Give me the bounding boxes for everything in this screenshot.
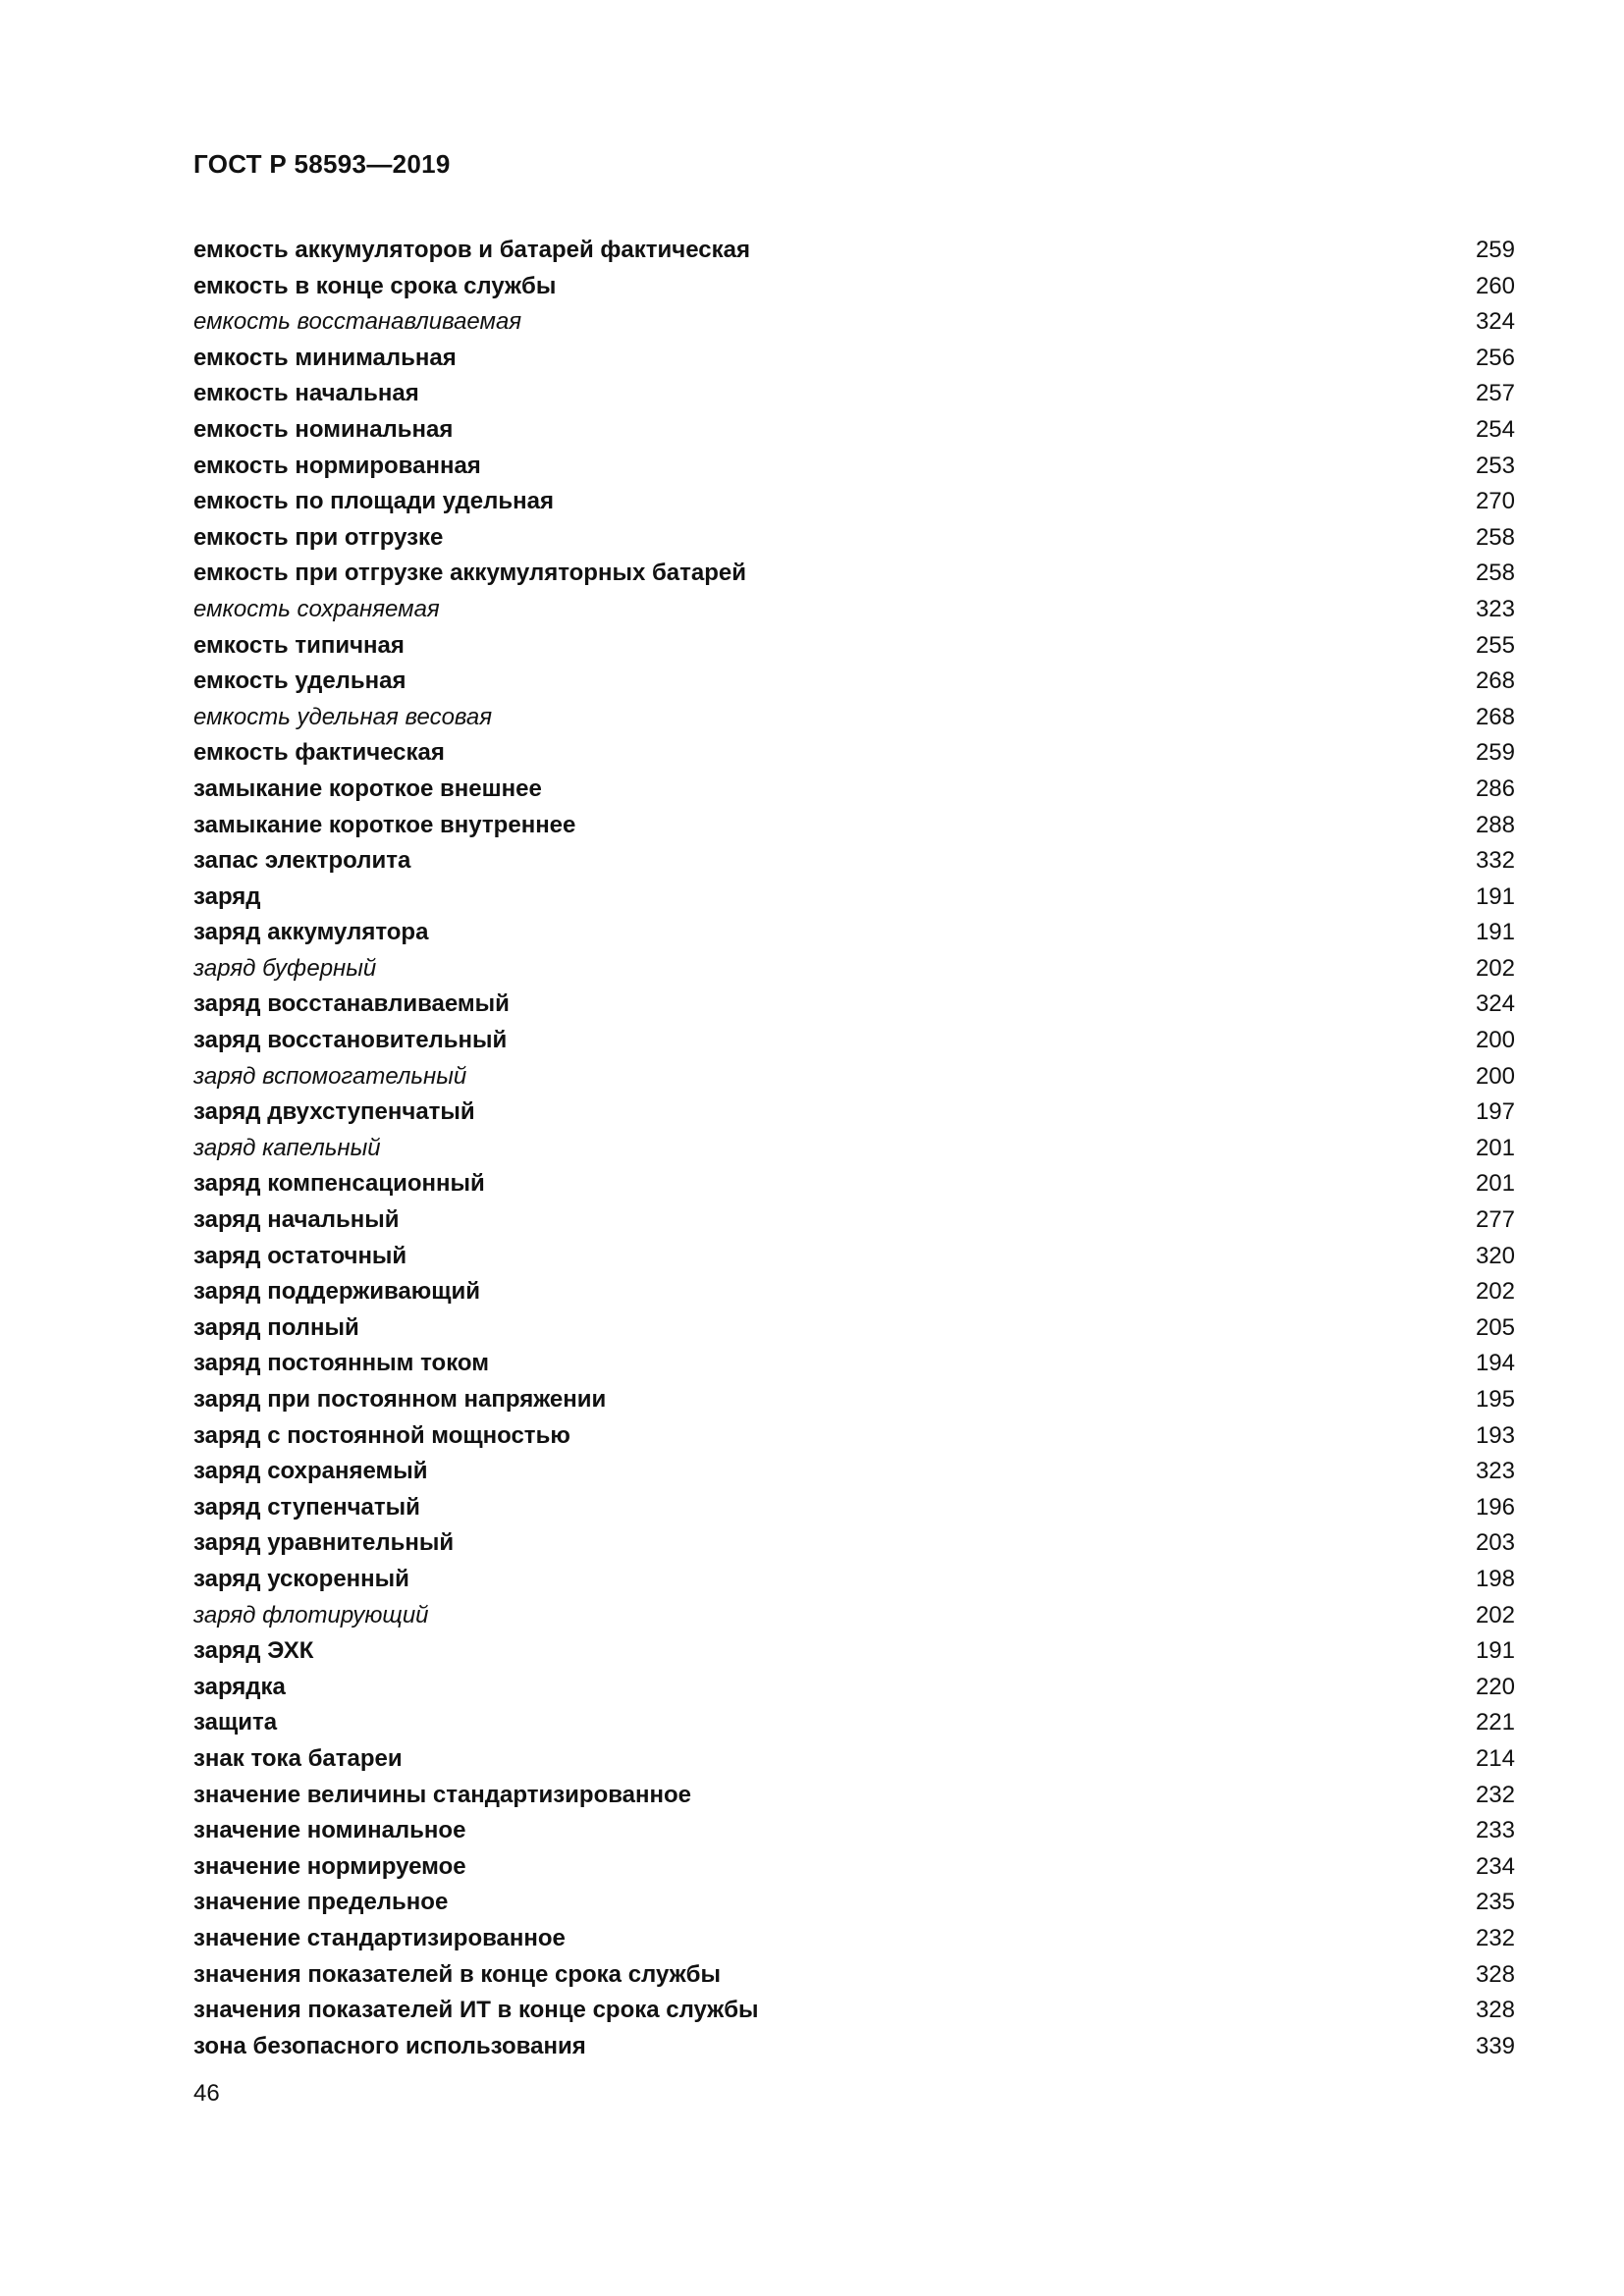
index-entry <box>193 1239 1515 1275</box>
index-entry <box>193 233 1515 269</box>
index-entry <box>193 484 1515 520</box>
index-page-ref: 191 <box>1475 1637 1515 1665</box>
index-entry <box>193 376 1515 412</box>
index-page-ref: 260 <box>1475 272 1515 299</box>
index-entry <box>193 1670 1515 1706</box>
index-entry <box>193 664 1515 700</box>
index-term: знак тока батареи <box>193 1744 403 1772</box>
index-entry <box>193 1562 1515 1598</box>
index-page-ref: 288 <box>1475 811 1515 838</box>
index-page-ref: 191 <box>1475 882 1515 910</box>
index-term: значение стандартизированное <box>193 1924 566 1951</box>
index-term: емкость сохраняемая <box>193 595 440 622</box>
index-page-ref: 205 <box>1475 1313 1515 1341</box>
index-term: заряд буферный <box>193 954 377 982</box>
index-term: значение предельное <box>193 1889 449 1916</box>
index-page-ref: 323 <box>1475 1458 1515 1485</box>
index-entry <box>193 1095 1515 1131</box>
index-page-ref: 254 <box>1475 415 1515 443</box>
index-entry <box>193 772 1515 808</box>
index-page-ref: 320 <box>1475 1242 1515 1269</box>
index-page-ref: 323 <box>1475 595 1515 622</box>
index-entry <box>193 2029 1515 2065</box>
index-page-ref: 202 <box>1475 1601 1515 1629</box>
index-page-ref: 202 <box>1475 1278 1515 1306</box>
index-entry <box>193 1741 1515 1778</box>
index-page-ref: 258 <box>1475 560 1515 587</box>
index-term: замыкание короткое внутреннее <box>193 811 576 838</box>
index-page-ref: 268 <box>1475 667 1515 695</box>
index-page-ref: 200 <box>1475 1027 1515 1054</box>
index-term: заряд флотирующий <box>193 1601 429 1629</box>
index-term: заряд при постоянном напряжении <box>193 1386 607 1413</box>
index-term: емкость по площади удельная <box>193 488 554 515</box>
index-entry <box>193 1059 1515 1095</box>
index-page-ref: 324 <box>1475 990 1515 1018</box>
index-page-ref: 324 <box>1475 308 1515 336</box>
page-number: 46 <box>193 2080 220 2107</box>
index-entry <box>193 1166 1515 1202</box>
index-entry <box>193 1490 1515 1526</box>
index-term: заряд <box>193 882 261 910</box>
index-entry <box>193 1921 1515 1957</box>
index-entry <box>193 700 1515 736</box>
index-page-ref: 214 <box>1475 1744 1515 1772</box>
index-term: значения показателей в конце срока службы <box>193 1960 721 1988</box>
index-page-ref: 234 <box>1475 1852 1515 1880</box>
index-term: значение величины стандартизированное <box>193 1781 692 1808</box>
index-term: емкость номинальная <box>193 415 454 443</box>
index-entry <box>193 1993 1515 2029</box>
index-entry <box>193 628 1515 665</box>
index-page-ref: 339 <box>1475 2032 1515 2059</box>
index-entry <box>193 1418 1515 1455</box>
index-entry <box>193 304 1515 341</box>
index-term: заряд восстановительный <box>193 1027 508 1054</box>
index-page-ref: 191 <box>1475 919 1515 946</box>
index-entry <box>193 269 1515 305</box>
index-entry <box>193 735 1515 772</box>
index-entry <box>193 1813 1515 1849</box>
index-page-ref: 203 <box>1475 1529 1515 1557</box>
index-entry <box>193 1023 1515 1059</box>
index-term: значения показателей ИТ в конце срока службы <box>193 1997 759 2024</box>
index-page-ref: 221 <box>1475 1709 1515 1736</box>
index-term: емкость типичная <box>193 631 405 659</box>
index-term: емкость в конце срока службы <box>193 272 557 299</box>
index-term: заряд уравнительный <box>193 1529 455 1557</box>
index-page-ref: 270 <box>1475 488 1515 515</box>
index-term: зона безопасного использования <box>193 2032 586 2059</box>
index-entry <box>193 1885 1515 1921</box>
index-entry <box>193 987 1515 1023</box>
index-page-ref: 201 <box>1475 1170 1515 1198</box>
index-term: заряд вспомогательный <box>193 1062 467 1090</box>
index-entry <box>193 449 1515 485</box>
index-entry <box>193 1346 1515 1382</box>
index-page-ref: 196 <box>1475 1493 1515 1521</box>
index-page-ref: 253 <box>1475 452 1515 479</box>
index-term: заряд восстанавливаемый <box>193 990 510 1018</box>
index-term: запас электролита <box>193 847 411 875</box>
index-term: замыкание короткое внешнее <box>193 774 542 802</box>
index-term: заряд ступенчатый <box>193 1493 420 1521</box>
index-page-ref: 195 <box>1475 1386 1515 1413</box>
index-term: заряд поддерживающий <box>193 1278 481 1306</box>
index-term: заряд компенсационный <box>193 1170 485 1198</box>
index-page-ref: 202 <box>1475 954 1515 982</box>
index-page-ref: 258 <box>1475 523 1515 551</box>
index-entry <box>193 1525 1515 1562</box>
index-page-ref: 194 <box>1475 1350 1515 1377</box>
index-entry <box>193 880 1515 916</box>
index-term: емкость при отгрузке аккумуляторных батарей <box>193 560 746 587</box>
index-term: заряд остаточный <box>193 1242 407 1269</box>
index-page-ref: 332 <box>1475 847 1515 875</box>
index-page-ref: 259 <box>1475 237 1515 263</box>
index-entry <box>193 1382 1515 1418</box>
index-page-ref: 235 <box>1475 1889 1515 1916</box>
index-page-ref: 328 <box>1475 1960 1515 1988</box>
index-term: заряд сохраняемый <box>193 1458 428 1485</box>
index-term: емкость аккумуляторов и батарей фактическая <box>193 237 750 263</box>
index-page-ref: 259 <box>1475 739 1515 767</box>
index-page-ref: 268 <box>1475 703 1515 730</box>
index-page-ref: 232 <box>1475 1924 1515 1951</box>
index-entry <box>193 1778 1515 1814</box>
index-term: заряд ускоренный <box>193 1565 409 1592</box>
index-term: емкость удельная весовая <box>193 703 493 730</box>
index-page-ref: 220 <box>1475 1673 1515 1700</box>
index-page-ref: 200 <box>1475 1062 1515 1090</box>
index-page-ref: 193 <box>1475 1421 1515 1449</box>
index-entry <box>193 1131 1515 1167</box>
index-entry <box>193 808 1515 844</box>
index-term: емкость восстанавливаемая <box>193 308 522 336</box>
index-term: защита <box>193 1709 278 1736</box>
index-page-ref: 257 <box>1475 380 1515 407</box>
index-term: заряд капельный <box>193 1134 381 1161</box>
index-page-ref: 201 <box>1475 1134 1515 1161</box>
index-page-ref: 232 <box>1475 1781 1515 1808</box>
index-entry <box>193 1202 1515 1239</box>
index-term: значение номинальное <box>193 1817 466 1844</box>
index-page-ref: 286 <box>1475 774 1515 802</box>
index-page-ref: 277 <box>1475 1206 1515 1234</box>
index-term: емкость фактическая <box>193 739 445 767</box>
index-term: заряд ЭХК <box>193 1637 314 1665</box>
index-entry <box>193 1598 1515 1634</box>
index-entry <box>193 843 1515 880</box>
index-entry <box>193 520 1515 557</box>
index-page-ref: 233 <box>1475 1817 1515 1844</box>
index-page-ref: 197 <box>1475 1098 1515 1126</box>
index-entry <box>193 1310 1515 1347</box>
index-page-ref: 255 <box>1475 631 1515 659</box>
alphabetical-index <box>193 233 1515 2064</box>
index-entry <box>193 1633 1515 1670</box>
index-entry <box>193 412 1515 449</box>
document-header: ГОСТ Р 58593—2019 <box>193 149 451 179</box>
index-term: заряд двухступенчатый <box>193 1098 475 1126</box>
index-term: значение нормируемое <box>193 1852 466 1880</box>
index-entry <box>193 1849 1515 1886</box>
index-term: емкость нормированная <box>193 452 481 479</box>
index-term: емкость минимальная <box>193 344 457 371</box>
index-term: емкость удельная <box>193 667 406 695</box>
index-term: емкость при отгрузке <box>193 523 444 551</box>
index-entry <box>193 1454 1515 1490</box>
index-entry <box>193 951 1515 988</box>
index-entry <box>193 341 1515 377</box>
index-term: зарядка <box>193 1673 286 1700</box>
index-term: заряд начальный <box>193 1206 400 1234</box>
index-page-ref: 328 <box>1475 1997 1515 2024</box>
index-page-ref: 256 <box>1475 344 1515 371</box>
index-term: заряд с постоянной мощностью <box>193 1421 570 1449</box>
index-entry <box>193 1705 1515 1741</box>
index-term: заряд полный <box>193 1313 359 1341</box>
index-entry <box>193 1274 1515 1310</box>
index-entry <box>193 556 1515 592</box>
index-term: заряд аккумулятора <box>193 919 429 946</box>
index-term: заряд постоянным током <box>193 1350 489 1377</box>
index-page-ref: 198 <box>1475 1565 1515 1592</box>
index-entry <box>193 592 1515 628</box>
index-entry <box>193 915 1515 951</box>
index-entry <box>193 1957 1515 1994</box>
index-term: емкость начальная <box>193 380 419 407</box>
